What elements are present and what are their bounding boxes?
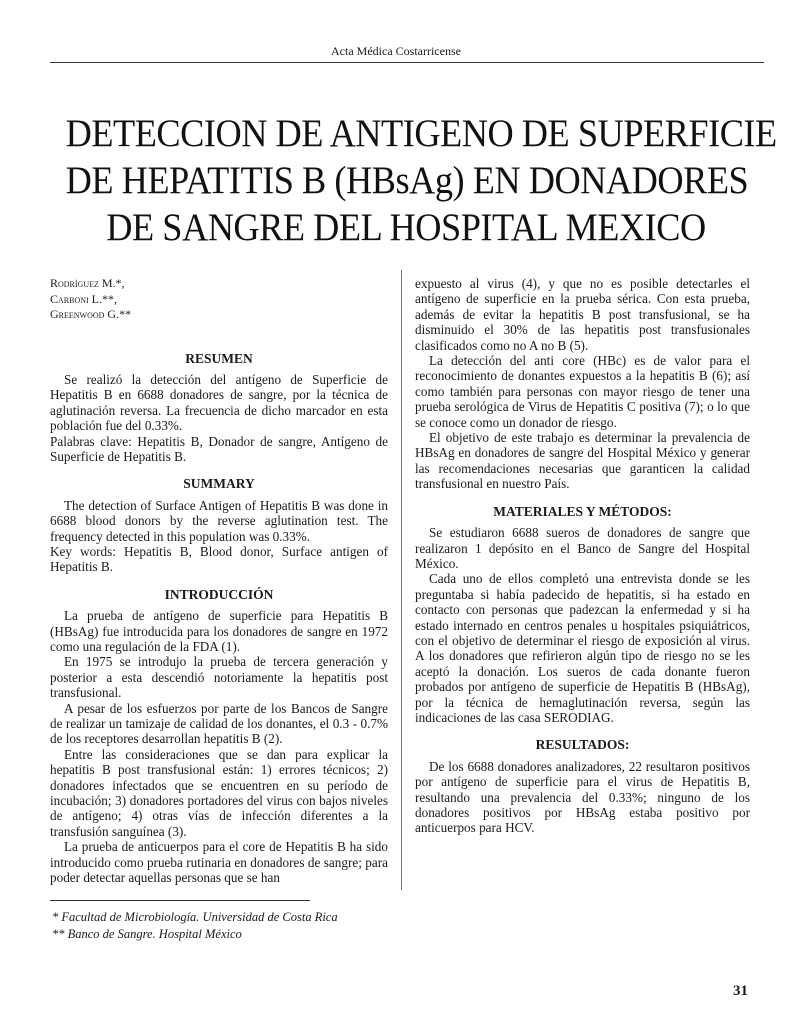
summary-paragraph: The detection of Surface Antigen of Hepatitis B was done in 6688 blood donors by the reverse aglutination test. The frequency detected in this population was 0.33%.	[50, 497, 388, 544]
author-list	[50, 276, 388, 323]
footnote: ** Banco de Sangre. Hospital México	[52, 927, 242, 941]
resultados-heading: RESULTADOS:	[535, 737, 630, 753]
intro-paragraph: La prueba de antígeno de superficie para Hepatitis B (HBsAg) fue introducida para los donadores de sangre en 1972 como una regulación de la FDA (1).	[50, 608, 388, 654]
journal-name: Acta Médica Costarricense	[331, 44, 461, 58]
author: Carboni L.**,	[50, 291, 118, 306]
intro-paragraph: A pesar de los esfuerzos por parte de los Bancos de Sangre de realizar un tamizaje de calidad de los donantes, el 0.3 - 0.7% de los receptores desarrollan hepatitis B (2).	[50, 700, 388, 747]
summary-heading: SUMMARY	[183, 476, 255, 492]
footnotes	[52, 909, 452, 943]
author: Rodríguez M.*,	[50, 276, 125, 290]
resumen-paragraph: Se realizó la detección del antígeno de Superficie de Hepatitis B en 6688 donadores de sangre, por la técnica de aglutinación reversa. La frecuencia de dicho marcador en esta población fue del 0.33%.	[50, 371, 388, 434]
intro-paragraph: El objetivo de este trabajo es determinar la prevalencia de HBsAg en donadores de sangre del Hospital México y generar las recomendaciones necesarias que garanticen la calidad transfusional en nuestro País.	[415, 430, 750, 492]
materiales-paragraph: Se estudiaron 6688 sueros de donadores de sangre que realizaron 1 depósito en el Banco de Sangre del Hospital México.	[415, 525, 750, 571]
intro-paragraph: La prueba de anticuerpos para el core de Hepatitis B ha sido introducido como prueba rutinaria en donadores de sangre; para poder detectar aquellas personas que se han	[50, 839, 388, 886]
article-title	[65, 110, 777, 251]
intro-paragraph: Entre las consideraciones que se dan para explicar la hepatitis B post transfusional están: 1) errores técnicos; 2) donadores infectados que se encuentren en su período de incubación; 3) donadores portadores del virus con bajos niveles de antígeno; 4) otras vías de infección diferentes a la transfusión sanguínea (3).	[50, 746, 388, 839]
header-rule	[50, 62, 764, 63]
page-number: 31	[733, 983, 748, 999]
intro-paragraph-continued: expuesto al virus (4), y que no es posible detectarles el antígeno de superficie en la prueba sérica. Con esta prueba, además de evitar la hepatitis B post transfusional, se ha disminuido el 30% de las hepatitis post transfusionales clasificados como no A no B (5).	[415, 276, 750, 353]
materiales-heading: MATERIALES Y MÉTODOS:	[493, 503, 672, 519]
resumen-heading: RESUMEN	[185, 350, 253, 366]
title-line: DE HEPATITIS B (HBsAg) EN DONADORES	[65, 159, 749, 202]
title-line: DETECCION DE ANTIGENO DE SUPERFICIE	[65, 112, 777, 155]
right-column	[415, 276, 750, 836]
intro-paragraph: La detección del anti core (HBc) es de valor para el reconocimiento de donantes expuestos a la hepatitis B (6); así como también para personas con mayor riesgo de tener una prueba serológica de Virus de Hepatitis C positiva (7); o lo que se conoce como un donador de riesgo.	[415, 353, 750, 430]
summary-keywords: Key words: Hepatitis B, Blood donor, Surface antigen of Hepatitis B.	[50, 543, 388, 575]
footnote-rule	[50, 900, 310, 901]
resultados-paragraph: De los 6688 donadores analizadores, 22 resultaron positivos por antígeno de superficie para el virus de Hepatitis B, resultando una prevalencia del 0.33%; ninguno de los donadores positivos por HBsAg estaba positivo por anticuerpos para HCV.	[415, 758, 750, 836]
footnote: * Facultad de Microbiología. Universidad de Costa Rica	[52, 910, 338, 924]
title-line: DE SANGRE DEL HOSPITAL MEXICO	[106, 206, 706, 249]
author: Greenwood G.**	[50, 307, 132, 321]
resumen-keywords: Palabras clave: Hepatitis B, Donador de sangre, Antígeno de Superficie de Hepatitis B.	[50, 433, 388, 464]
left-column	[50, 276, 388, 886]
introduccion-heading: INTRODUCCIÓN	[164, 586, 274, 602]
materiales-paragraph: Cada uno de ellos completó una entrevista donde se les preguntaba si había padecido de hepatitis, si ha estado en contacto con personas que padezcan la enfermedad y si ha estado internado en centros penales u hospitales psiquiátricos, con el objetivo de determinar el riesgo de exposición al virus. A los donadores que refirieron algún tipo de riesgo no se les aceptó la donación. Los sueros de cada donante fueron probados por antígeno de superficie de Hepatitis B (HBsAg), por la técnica de hemaglutinación reversa, según las indicaciones de las casa SERODIAG.	[415, 571, 750, 725]
intro-paragraph: En 1975 se introdujo la prueba de tercera generación y posterior a esta descendió notoriamente la hepatitis post transfusional.	[50, 654, 388, 701]
column-divider	[401, 270, 402, 890]
